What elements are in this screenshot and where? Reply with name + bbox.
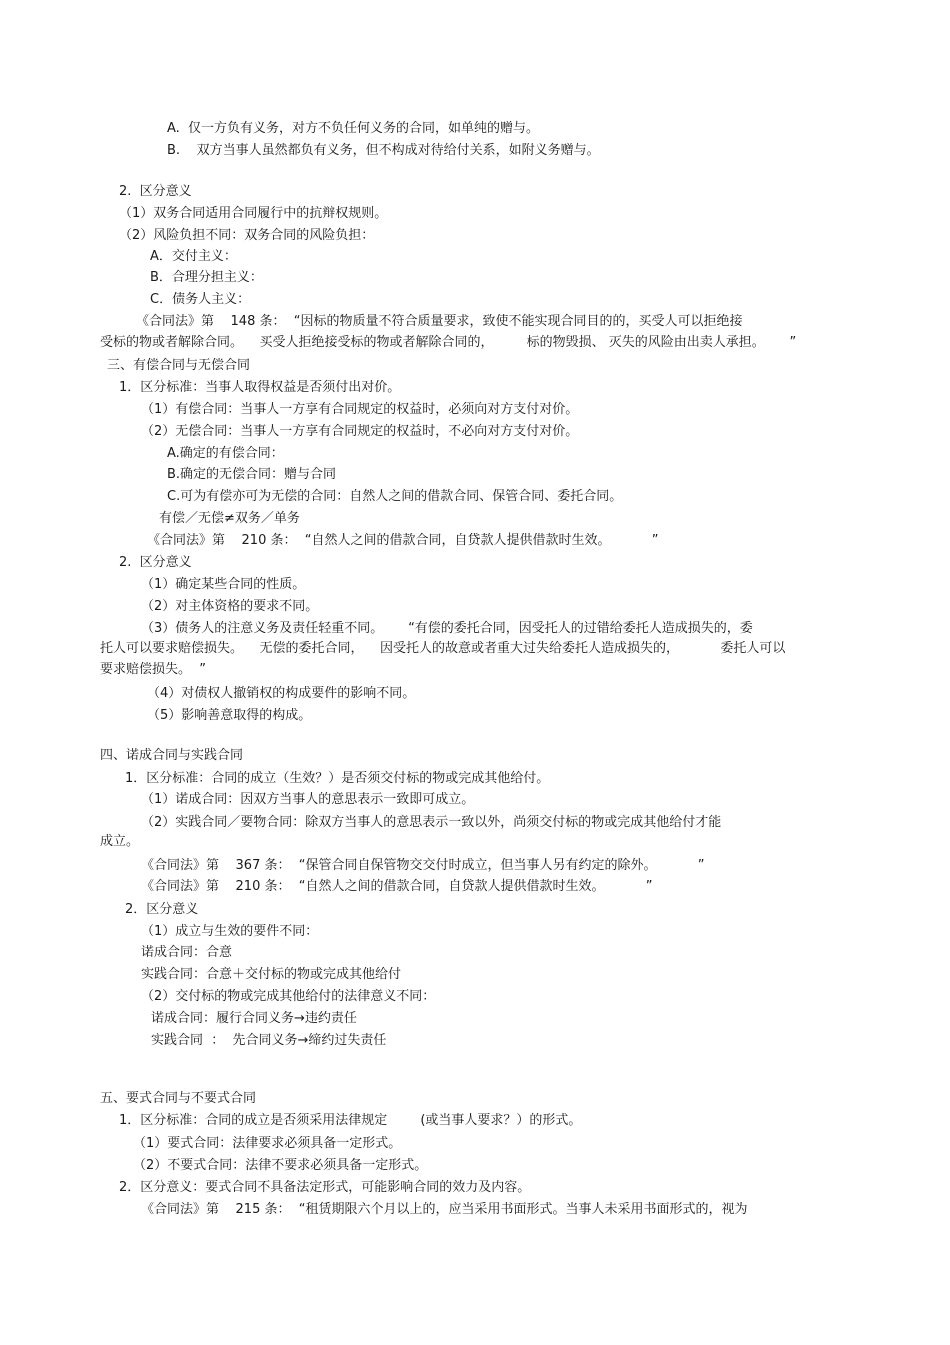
- section-heading: 2. 区分意义: [119, 184, 192, 199]
- text-line: A．交付主义：: [150, 249, 237, 264]
- text-line: 1．区分标准：合同的成立是否须采用法律规定 (或当事人要求？）的形式。: [119, 1113, 582, 1128]
- section-heading: 2. 区分意义: [119, 555, 192, 570]
- text-line: （2）实践合同／要物合同：除双方当事人的意思表示一致以外，尚须交付标的物或完成其他给付才能: [141, 815, 722, 830]
- text-line: （1）要式合同：法律要求必须具备一定形式。: [133, 1136, 402, 1151]
- text-line: （2）无偿合同：当事人一方享有合同规定的权益时，不必向对方支付对价。: [141, 424, 579, 439]
- text-line: （2）对主体资格的要求不同。: [141, 599, 319, 614]
- text-line: （2）风险负担不同：双务合同的风险负担：: [119, 228, 375, 243]
- text-line: 诺成合同：履行合同义务→违约责任: [151, 1011, 357, 1026]
- text-line: 1．区分标准：合同的成立（生效？）是否须交付标的物或完成其他给付。: [125, 771, 550, 786]
- text-line: C．债务人主义：: [150, 292, 251, 307]
- text-line: （1）有偿合同：当事人一方享有合同规定的权益时，必须向对方支付对价。: [141, 402, 579, 417]
- text-line: B．合理分担主义：: [150, 270, 263, 285]
- law-quote: 受标的物或者解除合同。 买受人拒绝接受标的物或者解除合同的， 标的物毁损、 灭失的风险由出卖人承担。 ”: [100, 335, 797, 350]
- text-line: A. 仅一方负有义务，对方不负任何义务的合同，如单纯的赠与。: [167, 121, 540, 136]
- section-heading: 三、有偿合同与无偿合同: [107, 358, 251, 373]
- text-line: A.确定的有偿合同：: [167, 446, 284, 461]
- text-line: 有偿／无偿≠双务／单务: [159, 511, 300, 526]
- text-line: （1）成立与生效的要件不同：: [141, 924, 319, 939]
- law-quote: 《合同法》第 210 条： “自然人之间的借款合同，自贷款人提供借款时生效。 ”: [141, 879, 653, 894]
- text-line: 要求赔偿损失。 ”: [100, 662, 206, 677]
- text-line: 实践合同：合意＋交付标的物或完成其他给付: [141, 967, 402, 982]
- text-line: 成立。: [100, 834, 140, 849]
- text-line: B. 双方当事人虽然都负有义务，但不构成对待给付关系，如附义务赠与。: [167, 143, 600, 158]
- section-heading: 五、要式合同与不要式合同: [100, 1091, 257, 1106]
- text-line: （2）不要式合同：法律不要求必须具备一定形式。: [133, 1158, 428, 1173]
- text-line: 1．区分标准：当事人取得权益是否须付出对价。: [119, 380, 401, 395]
- text-line: （1）双务合同适用合同履行中的抗辩权规则。: [119, 206, 388, 221]
- text-line: （1）确定某些合同的性质。: [141, 577, 306, 592]
- text-line: （5）影响善意取得的构成。: [147, 708, 312, 723]
- text-line: C.可为有偿亦可为无偿的合同：自然人之间的借款合同、保管合同、委托合同。: [167, 489, 623, 504]
- law-quote: 《合同法》第 210 条： “自然人之间的借款合同，自贷款人提供借款时生效。 ”: [147, 533, 659, 548]
- law-quote: 《合同法》第 148 条： “因标的物质量不符合质量要求，致使不能实现合同目的的，买受人可以拒绝接: [136, 314, 743, 329]
- text-line: （3）债务人的注意义务及责任轻重不同。 “有偿的委托合同，因受托人的过错给委托人造成损失的，委: [141, 621, 753, 636]
- text-line: B.确定的无偿合同：赠与合同: [167, 467, 337, 482]
- law-quote: 《合同法》第 367 条： “保管合同自保管物交交付时成立，但当事人另有约定的除外。 ”: [141, 858, 705, 873]
- text-line: （4）对债权人撤销权的构成要件的影响不同。: [147, 686, 416, 701]
- text-line: 实践合同 ： 先合同义务→缔约过失责任: [151, 1033, 387, 1048]
- text-line: （2）交付标的物或完成其他给付的法律意义不同：: [141, 989, 436, 1004]
- text-line: 托人可以要求赔偿损失。 无偿的委托合同， 因受托人的故意或者重大过失给委托人造成损失的， 委托人可以: [100, 641, 786, 656]
- section-heading: 四、诺成合同与实践合同: [100, 748, 244, 763]
- text-line: （1）诺成合同：因双方当事人的意思表示一致即可成立。: [141, 792, 475, 807]
- text-line: 2．区分意义：要式合同不具备法定形式，可能影响合同的效力及内容。: [119, 1180, 531, 1195]
- text-line: 诺成合同：合意: [141, 945, 233, 960]
- section-heading: 2．区分意义: [125, 902, 199, 917]
- law-quote: 《合同法》第 215 条： “租赁期限六个月以上的，应当采用书面形式。当事人未采用书面形式的，视为: [141, 1202, 748, 1217]
